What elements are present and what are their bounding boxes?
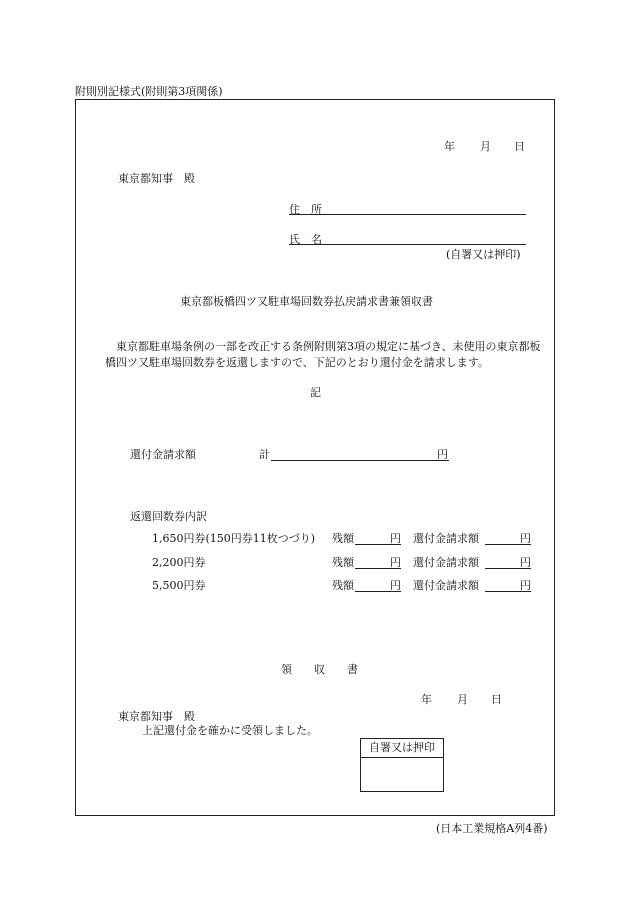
receipt-title: 領 収 書 <box>281 663 358 676</box>
seal-box[interactable] <box>360 738 444 792</box>
ticket-type: 1,650円券(150円券11枚つづり) <box>152 532 316 545</box>
date-month: 月 <box>480 140 491 153</box>
body-paragraph: 東京都駐車場条例の一部を改正する条例附則第3項の規定に基づき、未使用の東京都板橋四ツ又駐車場回数券を返還しますので、下記のとおり還付金を請求します。 <box>105 340 541 369</box>
remaining-yen: 円 <box>390 556 401 569</box>
remaining-yen: 円 <box>390 532 401 545</box>
ki-heading: 記 <box>310 386 321 399</box>
seal-note: (自署又は押印) <box>446 248 521 261</box>
receipt-date-year: 年 <box>421 693 432 706</box>
form-label: 附則別記様式(附則第3項関係) <box>75 85 223 98</box>
address-line[interactable] <box>289 214 526 215</box>
total-yen: 円 <box>437 448 448 461</box>
refund-row-label: 還付金請求額 <box>413 556 479 569</box>
receipt-date-day: 日 <box>491 693 502 706</box>
date-year: 年 <box>444 140 455 153</box>
remaining-label: 残額 <box>332 532 354 545</box>
refund-row-label: 還付金請求額 <box>413 579 479 592</box>
total-amount-line[interactable] <box>271 460 449 461</box>
ticket-type: 2,200円券 <box>152 556 206 569</box>
address-label: 住 所 <box>289 203 322 216</box>
receipt-addressee: 東京都知事 殿 <box>118 710 195 723</box>
addressee: 東京都知事 殿 <box>118 172 195 185</box>
form-title: 東京都板橋四ツ又駐車場回数券払戻請求書兼領収書 <box>180 295 433 308</box>
remaining-yen: 円 <box>390 579 401 592</box>
date-day: 日 <box>514 140 525 153</box>
ticket-type: 5,500円券 <box>152 579 206 592</box>
refund-label: 還付金請求額 <box>130 448 196 461</box>
refund-row-yen: 円 <box>520 579 531 592</box>
refund-row-yen: 円 <box>520 532 531 545</box>
name-line[interactable] <box>289 244 526 245</box>
total-label: 計 <box>259 448 270 461</box>
receipt-date-month: 月 <box>457 693 468 706</box>
name-label: 氏 名 <box>289 233 322 246</box>
breakdown-heading: 返還回数券内訳 <box>130 510 207 523</box>
remaining-label: 残額 <box>332 579 354 592</box>
remaining-label: 残額 <box>332 556 354 569</box>
receipt-statement: 上記還付金を確かに受領しました。 <box>142 724 318 737</box>
seal-box-label: 自署又は押印 <box>361 739 443 758</box>
refund-row-label: 還付金請求額 <box>413 532 479 545</box>
refund-row-yen: 円 <box>520 556 531 569</box>
footer-note: (日本工業規格A列4番) <box>436 822 548 835</box>
